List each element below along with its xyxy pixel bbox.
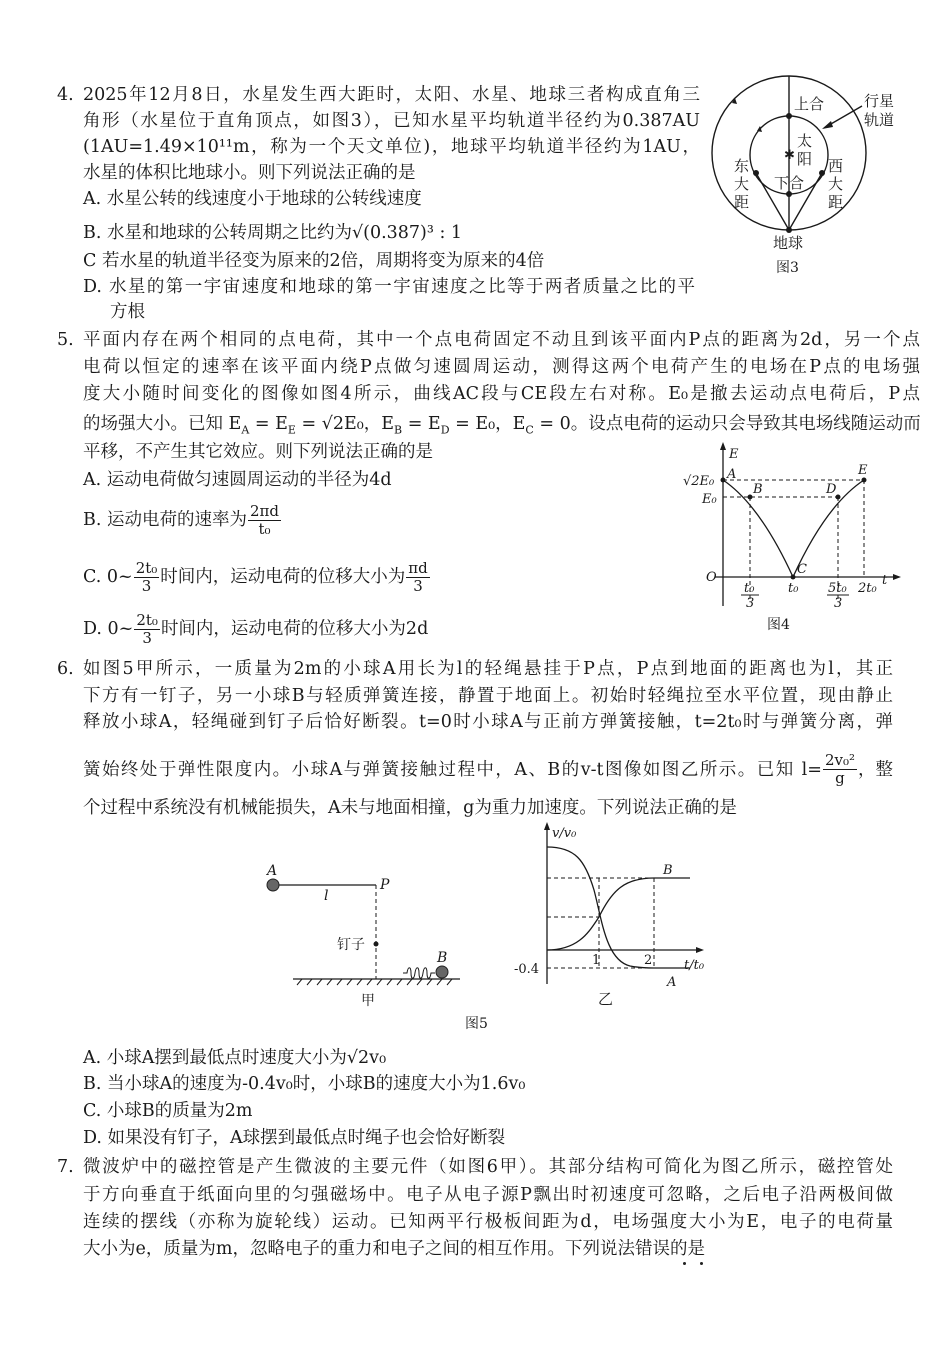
- question-6-option-a: A. 小球A摆到最低点时速度大小为√2v₀: [83, 1048, 387, 1068]
- x-tick-numerator: t₀: [744, 581, 755, 596]
- question-6-stem-line: 释放小球A，轻绳碰到钉子后恰好断裂。t=0时小球A与正前方弹簧接触，t=2t₀时与弹簧分离，弹: [83, 712, 893, 732]
- vt-x-tick-2: 2: [644, 953, 653, 968]
- subscript: A: [241, 423, 250, 437]
- label-earth: 地球: [773, 234, 804, 252]
- question-6-option-d: D. 如果没有钉子，A球摆到最低点时绳子也会恰好断裂: [83, 1128, 506, 1148]
- numerator: 2t₀: [136, 611, 158, 629]
- label-east-elongation: 大: [734, 175, 750, 193]
- question-5-number: 5.: [57, 330, 74, 350]
- spring: [403, 968, 435, 979]
- label-west-elongation: 距: [828, 193, 844, 211]
- option-text: D. 0~: [83, 619, 134, 639]
- question-7-stem-line: 大小为e，质量为m，忽略电子的重力和电子之间的相互作用。下列说法错误的是: [83, 1239, 705, 1259]
- subscript: D: [440, 423, 450, 437]
- point-label-c: C: [797, 562, 807, 577]
- curve-b-label: B: [663, 863, 673, 878]
- ball-b: [436, 966, 448, 978]
- numerator: πd: [408, 559, 428, 577]
- label-planet-orbit: 行星: [864, 92, 895, 110]
- numerator: 2v₀²: [824, 751, 855, 769]
- label-sun: 太: [797, 132, 813, 150]
- vt-y-axis-label: v/v₀: [552, 826, 577, 841]
- question-5-option-a: A. 运动电荷做匀速圆周运动的半径为4d: [83, 470, 392, 490]
- vt-x-axis-arrow: [696, 947, 704, 953]
- label-east-elongation: 距: [734, 193, 750, 211]
- option-text: B. 运动电荷的速率为: [83, 510, 247, 530]
- curve-b-velocity: [547, 878, 690, 950]
- question-7-stem-line: 于方向垂直于纸面向里的匀强磁场中。电子从电子源P飘出时初速度可忽略，之后电子沿两极间做: [83, 1185, 893, 1205]
- question-7-number: 7.: [57, 1157, 74, 1177]
- emphasis-dot: [683, 1262, 686, 1265]
- stem-text: 簧始终处于弹性限度内。小球A与弹簧接触过程中，A、B的v-t图像如图乙所示。已知 l=: [83, 759, 822, 780]
- subscript: C: [525, 423, 534, 437]
- question-7-stem-line: 微波炉中的磁控管是产生微波的主要元件（如图6甲）。其部分结构可简化为图乙所示，磁控管处: [83, 1157, 893, 1177]
- option-text: 时间内，运动电荷的位移大小为: [160, 567, 406, 587]
- label-lower-conjunction: 下合: [774, 174, 805, 192]
- figure-4-caption: 图4: [767, 617, 790, 633]
- question-4-number: 4.: [57, 85, 74, 105]
- nail: [374, 942, 379, 947]
- x-tick-numerator: 5t₀: [828, 581, 847, 596]
- sun-icon: ✱: [784, 148, 795, 163]
- stem-text: ，整: [858, 759, 893, 780]
- ball-a: [267, 879, 279, 891]
- question-5-stem-line: 度大小随时间变化的图像如图4所示，曲线AC段与CE段左右对称。E₀是撤去运动点电荷后，P点: [83, 384, 920, 404]
- point-label-a: A: [727, 467, 737, 482]
- question-6-stem-line: 下方有一钉子，另一小球B与轻质弹簧连接，静置于地面上。初始时轻绳拉至水平位置，现由静止: [83, 686, 893, 706]
- rope-length-label: l: [324, 888, 329, 904]
- question-4-stem-line: (1AU=1.49×10¹¹m，称为一个天文单位)，地球平均轨道半径约为1AU，: [83, 137, 700, 157]
- label-planet-orbit: 轨道: [864, 111, 895, 129]
- y-axis-label: E: [729, 447, 739, 462]
- question-4-option-d: D. 水星的第一宇宙速度和地球的第一宇宙速度之比等于两者质量之比的平: [83, 277, 695, 297]
- ground-hatch: [297, 979, 452, 985]
- vt-y-tick-neg: -0.4: [514, 962, 540, 977]
- nail-label: 钉子: [337, 937, 365, 953]
- question-4-option-d-continued: 方根: [110, 302, 145, 322]
- text: = E: [402, 414, 441, 434]
- x-axis-label: t: [882, 573, 888, 588]
- question-4-stem-line: 水星的体积比地球小。则下列说法正确的是: [83, 163, 416, 183]
- question-5-stem-line: 电荷以恒定的速率在该平面内绕P点做匀速圆周运动，测得这两个电荷产生的电场在P点的电场强: [83, 357, 920, 377]
- denominator: t₀: [258, 520, 271, 538]
- option-text: 时间内，运动电荷的位移大小为2d: [160, 619, 429, 639]
- text: = E: [249, 414, 288, 434]
- x-tick-2t0: 2t₀: [858, 581, 877, 596]
- label-sun: 阳: [797, 150, 813, 168]
- numerator: 2πd: [250, 502, 280, 520]
- denominator: 3: [141, 577, 152, 595]
- denominator: 3: [413, 577, 423, 595]
- x-tick-denominator: 3: [746, 596, 755, 611]
- subscript: B: [394, 423, 403, 437]
- curve-a-label: A: [667, 975, 677, 990]
- question-5-stem-line: 平面内存在两个相同的点电荷，其中一个点电荷固定不动且到该平面内P点的距离为2d，另一个点: [83, 330, 920, 350]
- question-4-stem-line: 2025年12月8日，水星发生西大距时，太阳、水星、地球三者构成直角三: [83, 85, 700, 105]
- vt-x-axis-label: t/t₀: [684, 958, 705, 973]
- denominator: 3: [142, 629, 152, 647]
- denominator: g: [835, 769, 845, 787]
- emphasis-dot: [700, 1262, 703, 1265]
- x-tick-denominator: 3: [834, 596, 843, 611]
- subscript: E: [287, 423, 296, 437]
- question-7-stem-line: 连续的摆线（亦称为旋轮线）运动。已知两平行极板间距为d，电场强度大小为E，电子的电荷量: [83, 1212, 893, 1232]
- label-upper-conjunction: 上合: [794, 95, 825, 113]
- question-6-option-c: C. 小球B的质量为2m: [83, 1101, 253, 1121]
- question-4-option-b: B. 水星和地球的公转周期之比约为√(0.387)³ : 1: [83, 223, 463, 243]
- vt-y-axis-arrow: [544, 822, 550, 830]
- question-4-option-c: C 若水星的轨道半径变为原来的2倍，周期将变为原来的4倍: [83, 251, 545, 271]
- ball-b-label: B: [437, 950, 448, 966]
- figure-5-caption: 图5: [465, 1016, 488, 1032]
- label-west-elongation: 西: [828, 157, 844, 175]
- question-4-option-a: A. 水星公转的线速度小于地球的公转线速度: [83, 189, 422, 209]
- question-6-number: 6.: [57, 659, 74, 679]
- x-tick-t0: t₀: [788, 581, 799, 596]
- figure-5-left-label: 甲: [361, 993, 375, 1009]
- text: = 0。设点电荷的运动只会导致其电场线随运动而: [533, 414, 921, 434]
- question-6-option-b: B. 当小球A的速度为-0.4v₀时，小球B的速度大小为1.6v₀: [83, 1074, 526, 1094]
- point-label-d: D: [826, 482, 837, 497]
- vt-x-tick-1: 1: [592, 953, 601, 968]
- text: = E₀，E: [449, 414, 526, 434]
- text: 的场强大小。已知 E: [83, 414, 242, 434]
- label-east-elongation: 东: [734, 157, 750, 175]
- numerator: 2t₀: [135, 559, 158, 577]
- origin-label: O: [706, 570, 717, 585]
- question-5-stem-line: 平移，不产生其它效应。则下列说法正确的是: [83, 442, 433, 462]
- question-6-stem-line: 如图5甲所示，一质量为2m的小球A用长为l的轻绳悬挂于P点，P点到地面的距离也为l，其正: [83, 659, 893, 679]
- point-label-e: E: [858, 463, 868, 478]
- ball-a-label: A: [267, 863, 278, 879]
- figure-3-caption: 图3: [776, 260, 799, 276]
- question-6-stem-line: 个过程中系统没有机械能损失，A未与地面相撞，g为重力加速度。下列说法正确的是: [83, 798, 737, 818]
- y-tick-sqrt2-e0: √2E₀: [683, 474, 715, 489]
- figure-5-right-label: 乙: [598, 990, 614, 1008]
- point-label-b: B: [753, 482, 763, 497]
- y-tick-e0: E₀: [702, 492, 717, 507]
- option-text: C. 0~: [83, 567, 133, 587]
- text: = √2E₀，E: [295, 414, 395, 434]
- pivot-label: P: [380, 877, 390, 893]
- question-4-stem-line: 角形（水星位于直角顶点，如图3），已知水星平均轨道半径约为0.387AU: [83, 111, 700, 131]
- label-west-elongation: 大: [828, 175, 844, 193]
